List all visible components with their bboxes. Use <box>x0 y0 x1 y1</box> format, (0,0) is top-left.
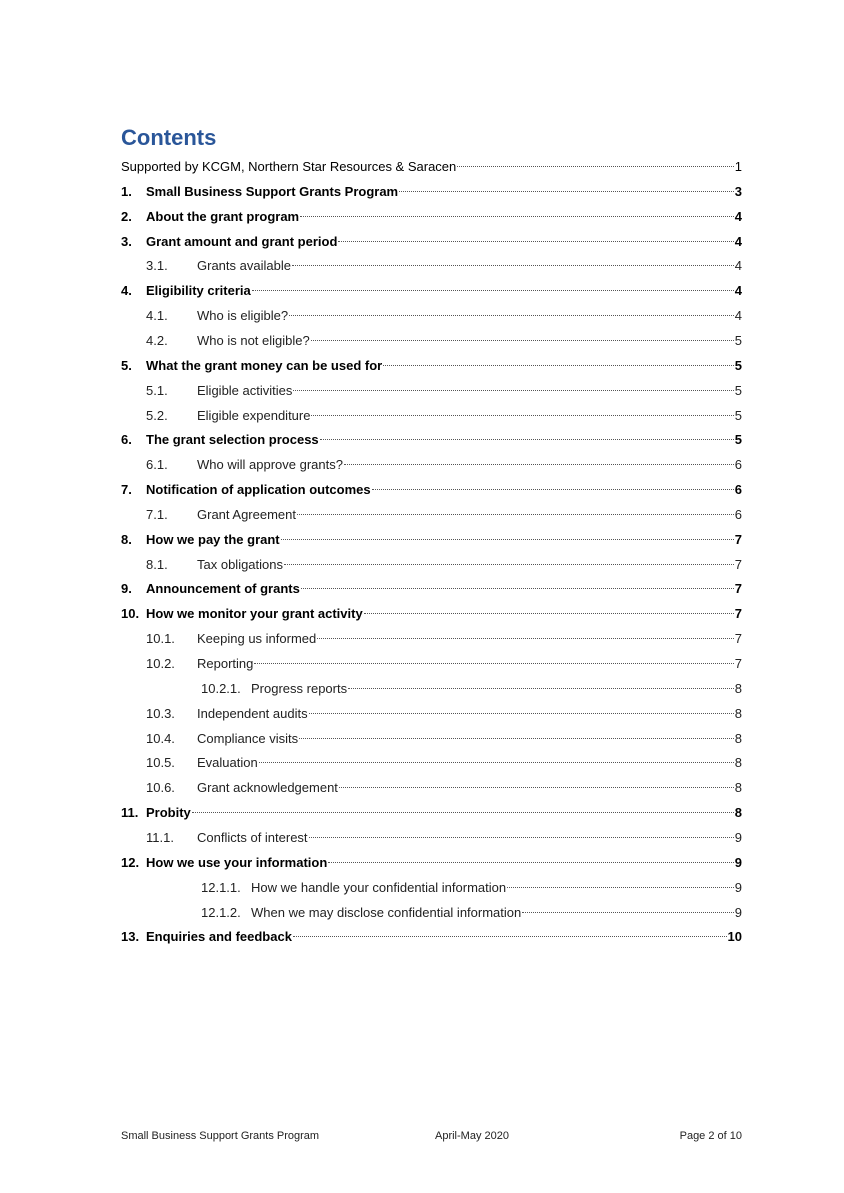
toc-entry-number: 10.1. <box>146 631 175 647</box>
toc-dot-leader <box>311 339 734 341</box>
toc-dot-leader <box>344 463 734 465</box>
toc-dot-leader <box>309 712 734 714</box>
toc-entry-title: Who is eligible? <box>197 308 289 324</box>
toc-entry[interactable] <box>121 753 742 773</box>
toc-dot-leader <box>309 836 734 838</box>
toc-entry-page-number: 7 <box>734 581 742 597</box>
toc-entry-number: 10.4. <box>146 730 175 746</box>
toc-entry-page-number: 9 <box>734 879 742 895</box>
toc-entry-number: 4.2. <box>146 332 168 348</box>
toc-entry-page-number: 8 <box>734 805 742 821</box>
toc-entry-title: Compliance visits <box>197 730 299 746</box>
toc-dot-leader <box>320 438 734 440</box>
toc-entry-number: 12.1.2. <box>201 904 241 920</box>
toc-dot-leader <box>192 811 734 813</box>
toc-entry-title: Eligible activities <box>197 382 293 398</box>
toc-entry-number: 10.6. <box>146 780 175 796</box>
toc-dot-leader <box>457 165 734 167</box>
toc-entry-title: About the grant program <box>146 208 300 224</box>
toc-entry-title: Who is not eligible? <box>197 332 310 348</box>
toc-dot-leader <box>339 786 734 788</box>
toc-entry[interactable] <box>121 455 742 475</box>
toc-entry-title: Reporting <box>197 656 254 671</box>
toc-entry-number: 3.1. <box>146 258 168 274</box>
toc-entry-number: 5.2. <box>146 407 168 423</box>
toc-entry-number: 4.1. <box>146 308 168 324</box>
toc-dot-leader <box>299 737 734 739</box>
toc-dot-leader <box>301 587 734 589</box>
toc-entry-number: 6.1. <box>146 457 168 473</box>
toc-entry-title: Grant acknowledgement <box>197 780 338 796</box>
toc-dot-leader <box>292 264 734 266</box>
toc-entry-number: 5. <box>121 357 132 373</box>
toc-entry-title: When we may disclose confidential information <box>251 904 522 920</box>
toc-entry-title: How we monitor your grant activity <box>146 606 363 622</box>
toc-entry[interactable] <box>121 679 742 699</box>
toc-entry[interactable] <box>121 828 742 848</box>
toc-entry-page-number: 8 <box>734 780 742 796</box>
toc-dot-leader <box>328 861 733 863</box>
toc-dot-leader <box>338 240 733 242</box>
toc-entry-title: Grants available <box>197 258 291 274</box>
toc-entry-page-number: 7 <box>734 656 742 671</box>
toc-entry[interactable] <box>121 207 742 227</box>
toc-entry[interactable] <box>121 704 742 724</box>
toc-entry-number: 13. <box>121 929 140 945</box>
toc-entry[interactable] <box>121 356 742 376</box>
toc-entry[interactable] <box>121 729 742 749</box>
toc-entry-page-number: 8 <box>734 680 742 696</box>
toc-entry-title: Grant Agreement <box>197 506 296 522</box>
toc-entry-title: How we use your information <box>146 854 328 870</box>
footer-document-title: Small Business Support Grants Program <box>121 1130 320 1142</box>
toc-entry-page-number: 5 <box>734 407 742 423</box>
toc-entry-title: Supported by KCGM, Northern Star Resources & Saracen <box>121 159 457 174</box>
toc-entry-number: 10.3. <box>146 705 175 721</box>
toc-entry[interactable] <box>121 878 742 898</box>
toc-entry-page-number: 9 <box>734 854 742 870</box>
toc-entry[interactable] <box>121 579 742 599</box>
toc-entry-page-number: 8 <box>734 705 742 721</box>
toc-entry-page-number: 9 <box>734 904 742 920</box>
toc-entry-number: 11.1. <box>146 829 174 845</box>
toc-entry-title: Evaluation <box>197 755 258 771</box>
toc-entry[interactable] <box>121 927 742 947</box>
toc-entry[interactable] <box>121 182 742 202</box>
toc-entry[interactable] <box>121 480 742 500</box>
toc-entry-page-number: 1 <box>734 159 742 174</box>
toc-entry-number: 1. <box>121 183 132 199</box>
toc-entry-title: How we handle your confidential information <box>251 879 507 895</box>
toc-entry-title: Conflicts of interest <box>197 829 308 845</box>
toc-entry-title: Enquiries and feedback <box>146 929 292 945</box>
toc-entry-page-number: 8 <box>734 730 742 746</box>
toc-entry-number: 9. <box>121 581 132 597</box>
toc-dot-leader <box>522 911 734 913</box>
toc-entry-page-number: 4 <box>734 283 742 299</box>
toc-entry[interactable] <box>121 903 742 923</box>
toc-entry-page-number: 4 <box>734 233 742 249</box>
toc-dot-leader <box>289 314 734 316</box>
toc-entry-page-number: 4 <box>734 308 742 324</box>
toc-entry-number: 10. <box>121 606 140 622</box>
toc-entry-title: Progress reports <box>251 680 348 696</box>
toc-entry-number: 12.1.1. <box>201 879 241 895</box>
toc-dot-leader <box>259 761 734 763</box>
toc-entry-page-number: 5 <box>734 357 742 373</box>
toc-dot-leader <box>507 886 734 888</box>
toc-entry-number: 5.1. <box>146 382 168 398</box>
toc-entry[interactable] <box>121 505 742 525</box>
toc-entry-title: Eligible expenditure <box>197 407 311 423</box>
footer-page-number: Page 2 of 10 <box>679 1130 742 1142</box>
toc-entry[interactable] <box>121 853 742 873</box>
page-footer <box>121 1130 742 1144</box>
toc-entry-title: Eligibility criteria <box>146 283 251 299</box>
toc-entry[interactable] <box>121 157 742 177</box>
toc-entry-page-number: 5 <box>734 432 742 448</box>
toc-dot-leader <box>311 414 733 416</box>
toc-dot-leader <box>254 662 733 664</box>
toc-entry[interactable] <box>121 604 742 624</box>
toc-entry-title: Announcement of grants <box>146 581 300 597</box>
toc-entry-page-number: 6 <box>734 457 742 473</box>
toc-entry-title: Grant amount and grant period <box>146 233 338 249</box>
toc-dot-leader <box>300 215 734 217</box>
toc-entry[interactable] <box>121 555 742 575</box>
toc-entry-page-number: 10 <box>727 929 742 945</box>
toc-dot-leader <box>383 364 734 366</box>
toc-entry-number: 3. <box>121 233 132 249</box>
toc-entry-number: 2. <box>121 208 132 224</box>
toc-dot-leader <box>399 190 734 192</box>
toc-dot-leader <box>297 513 734 515</box>
toc-entry-number: 8.1. <box>146 556 168 572</box>
toc-entry-title: Who will approve grants? <box>197 457 343 473</box>
toc-entry-page-number: 5 <box>734 332 742 348</box>
toc-entry-number: 10.2. <box>146 656 175 671</box>
toc-entry[interactable] <box>121 406 742 426</box>
toc-entry[interactable] <box>121 232 742 252</box>
toc-entry-page-number: 4 <box>734 258 742 274</box>
toc-dot-leader <box>372 488 734 490</box>
toc-entry-page-number: 6 <box>734 506 742 522</box>
toc-entry[interactable] <box>121 629 742 649</box>
toc-entry-title: The grant selection process <box>146 432 319 448</box>
toc-dot-leader <box>281 538 734 540</box>
toc-entry-title: Keeping us informed <box>197 631 317 647</box>
toc-entry-page-number: 3 <box>734 183 742 199</box>
toc-entry[interactable] <box>121 381 742 401</box>
toc-entry-page-number: 9 <box>734 829 742 845</box>
toc-entry-number: 11. <box>121 805 139 821</box>
toc-dot-leader <box>317 637 734 639</box>
toc-entry[interactable] <box>121 778 742 798</box>
toc-entry-number: 10.2.1. <box>201 680 241 696</box>
toc-dot-leader <box>293 935 727 937</box>
toc-entry-page-number: 5 <box>734 382 742 398</box>
toc-entry-title: Notification of application outcomes <box>146 482 371 498</box>
toc-entry-page-number: 7 <box>734 531 742 547</box>
toc-entry-title: Independent audits <box>197 705 308 721</box>
toc-entry[interactable] <box>121 331 742 351</box>
toc-entry-title: Probity <box>146 805 191 821</box>
page-title: Contents <box>121 125 217 150</box>
toc-entry-page-number: 6 <box>734 482 742 498</box>
toc-entry-page-number: 7 <box>734 556 742 572</box>
toc-entry[interactable] <box>121 654 742 674</box>
toc-entry-number: 7. <box>121 482 132 498</box>
toc-entry-number: 10.5. <box>146 755 175 771</box>
toc-entry-page-number: 7 <box>734 606 742 622</box>
toc-entry-number: 6. <box>121 432 132 448</box>
toc-entry-title: How we pay the grant <box>146 531 280 547</box>
toc-entry-title: Tax obligations <box>197 556 283 572</box>
toc-entry-number: 4. <box>121 283 132 299</box>
toc-dot-leader <box>284 563 734 565</box>
toc-dot-leader <box>348 687 734 689</box>
toc-entry-page-number: 4 <box>734 208 742 224</box>
footer-date: April-May 2020 <box>435 1130 509 1142</box>
toc-entry[interactable] <box>121 281 742 301</box>
toc-dot-leader <box>293 389 733 391</box>
toc-dot-leader <box>252 289 734 291</box>
toc-entry-page-number: 8 <box>734 755 742 771</box>
toc-entry[interactable] <box>121 306 742 326</box>
toc-entry-number: 7.1. <box>146 506 168 522</box>
toc-entry[interactable] <box>121 530 742 550</box>
toc-entry[interactable] <box>121 256 742 276</box>
toc-entry-title: Small Business Support Grants Program <box>146 183 399 199</box>
toc-entry-page-number: 7 <box>734 631 742 647</box>
toc-entry[interactable] <box>121 430 742 450</box>
toc-entry-title: What the grant money can be used for <box>146 357 383 373</box>
toc-entry-number: 8. <box>121 531 132 547</box>
toc-dot-leader <box>364 612 734 614</box>
toc-entry-number: 12. <box>121 854 140 870</box>
toc-entry[interactable] <box>121 803 742 823</box>
